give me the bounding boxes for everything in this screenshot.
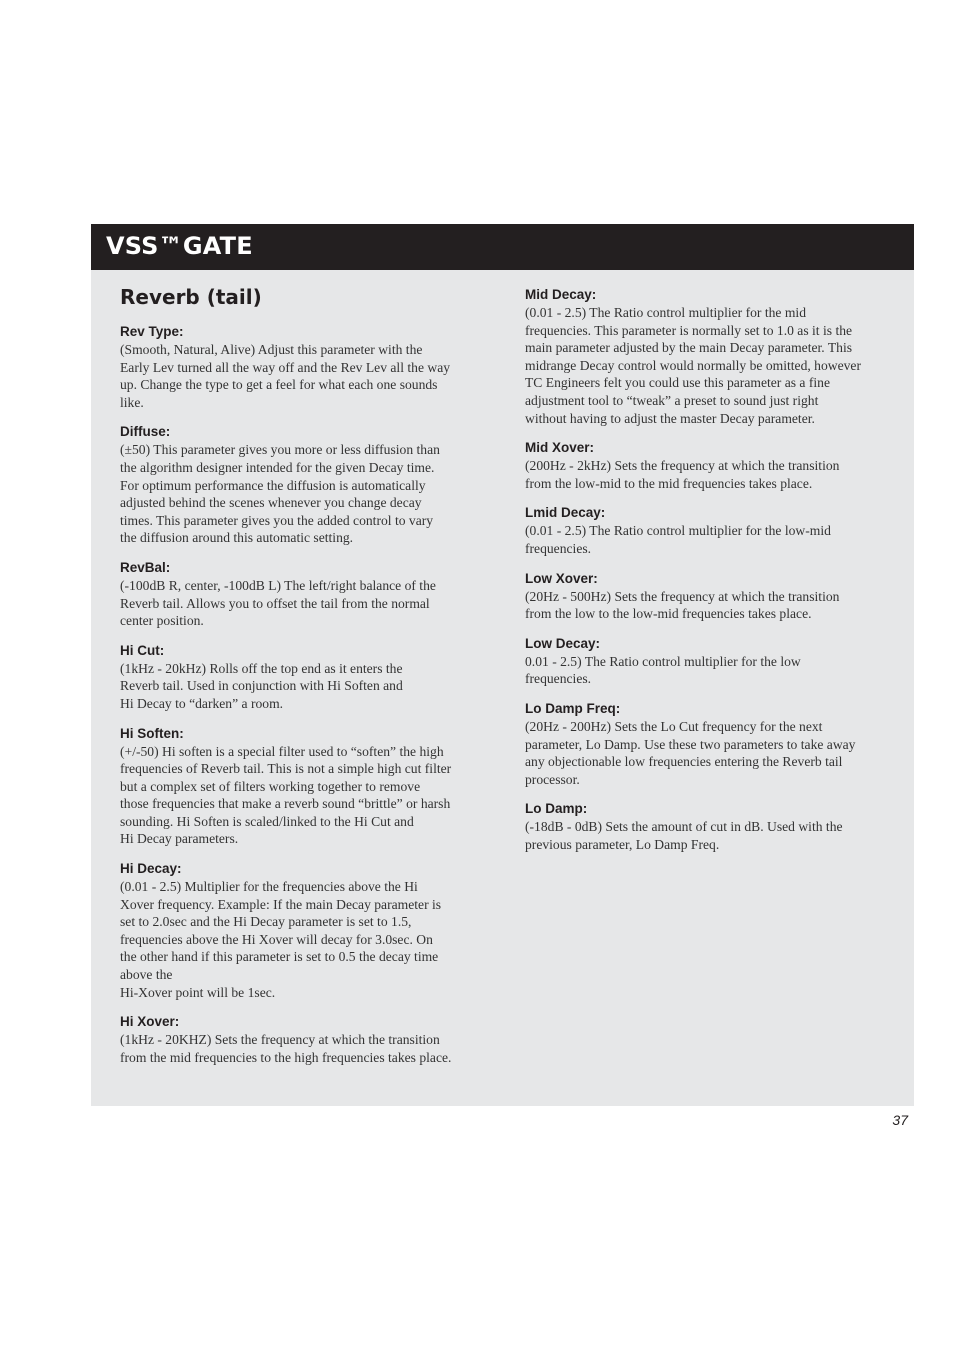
param-name: RevBal: [120, 559, 171, 575]
param-description: (20Hz - 200Hz) Sets the Lo Cut frequency for the next parameter, Lo Damp. Use these two parameters to take away any objectionable low frequencies entering the Reverb tail processor. [525, 718, 856, 787]
section-title: Reverb (tail) [120, 285, 262, 309]
param-lmid-decay [525, 504, 895, 557]
param-name: Hi Xover: [120, 1014, 180, 1030]
page-number: 37 [892, 1112, 908, 1128]
param-name: Low Xover: [525, 570, 598, 586]
param-lo-damp [525, 800, 895, 853]
param-low-xover [525, 570, 895, 623]
param-mid-xover [525, 439, 895, 492]
param-description: (1kHz - 20KHZ) Sets the frequency at which the transition from the mid frequencies to the high frequencies takes place. [120, 1032, 452, 1065]
param-description: (-100dB R, center, -100dB L) The left/right balance of the Reverb tail. Allows you to offset the tail from the normal center position. [120, 577, 436, 629]
param-description: (+/-50) Hi soften is a special filter used to “soften” the high frequencies of Reverb tail. This is not a simple high cut filter but a complex set of filters working together to remove those frequencies that make a reverb sound “brittle” or harsh sounding. Hi Soften is scaled/linked to the Hi Cut and Hi Decay parameters. [120, 743, 452, 847]
param-hi-decay [120, 860, 482, 1001]
param-name: Low Decay: [525, 635, 601, 651]
param-description: (±50) This parameter gives you more or less diffusion than the algorithm designer intended for the given Decay time. For optimum performance the diffusion is automatically adjusted behind the scenes whenever you change decay times. This parameter gives you the added control to vary the diffusion around this automatic setting. [120, 442, 440, 546]
param-hi-xover [120, 1013, 482, 1066]
param-name: Lo Damp Freq: [525, 700, 621, 716]
param-description: 0.01 - 2.5) The Ratio control multiplier for the low frequencies. [525, 653, 801, 687]
param-name: Rev Type: [120, 324, 184, 339]
param-name: Hi Decay: [120, 861, 182, 877]
param-rev-type [120, 323, 482, 411]
param-diffuse [120, 423, 482, 547]
param-name: Hi Cut: [120, 642, 165, 658]
param-name: Mid Xover: [525, 440, 595, 456]
param-name: Diffuse: [120, 424, 171, 440]
param-description: (0.01 - 2.5) The Ratio control multiplier for the mid frequencies. This parameter is normally set to 1.0 as it is the main parameter adjusted by the main Decay parameter. This midrange Decay control would normally be omitted, however TC Engineers felt you could use this parameter as a fine adjustment tool to “tweak” a preset to sound just right without having to adjust the master Decay parameter. [525, 305, 861, 426]
header-bar [91, 224, 914, 270]
param-lo-damp-freq [525, 700, 895, 788]
param-name: Mid Decay: [525, 287, 597, 302]
param-description: (1kHz - 20kHz) Rolls off the top end as it enters the Reverb tail. Used in conjunction with Hi Soften and Hi Decay to “darken” a room. [120, 660, 403, 711]
param-description: (Smooth, Natural, Alive) Adjust this parameter with the Early Lev turned all the way off and the Rev Lev all the way up. Change the type to get a feel for what each one sounds like. [120, 342, 451, 410]
right-column [525, 286, 895, 865]
param-description: (20Hz - 500Hz) Sets the frequency at which the transition from the low to the low-mid frequencies takes place. [525, 588, 840, 622]
param-name: Hi Soften: [120, 725, 184, 741]
param-hi-soften [120, 725, 482, 849]
param-description: (0.01 - 2.5) The Ratio control multiplier for the low-mid frequencies. [525, 523, 831, 556]
param-mid-decay [525, 286, 895, 427]
left-column [120, 283, 482, 1078]
param-description: (200Hz - 2kHz) Sets the frequency at which the transition from the low-mid to the mid frequencies takes place. [525, 458, 840, 491]
page-title: VSS™GATE [106, 232, 253, 260]
param-name: Lmid Decay: [525, 505, 606, 521]
param-name: Lo Damp: [525, 801, 588, 817]
param-description: (0.01 - 2.5) Multiplier for the frequencies above the Hi Xover frequency. Example: If the main Decay parameter is set to 2.0sec and the Hi Decay parameter is set to 1.5, frequencies above the Hi Xover will decay for 3.0sec. On the other hand if this parameter is set to 0.5 the decay time above the Hi-Xover point will be 1sec. [120, 879, 442, 1000]
param-revbal [120, 559, 482, 630]
param-hi-cut [120, 642, 482, 713]
param-low-decay [525, 635, 895, 688]
param-description: (-18dB - 0dB) Sets the amount of cut in dB. Used with the previous parameter, Lo Damp Freq. [525, 819, 843, 852]
